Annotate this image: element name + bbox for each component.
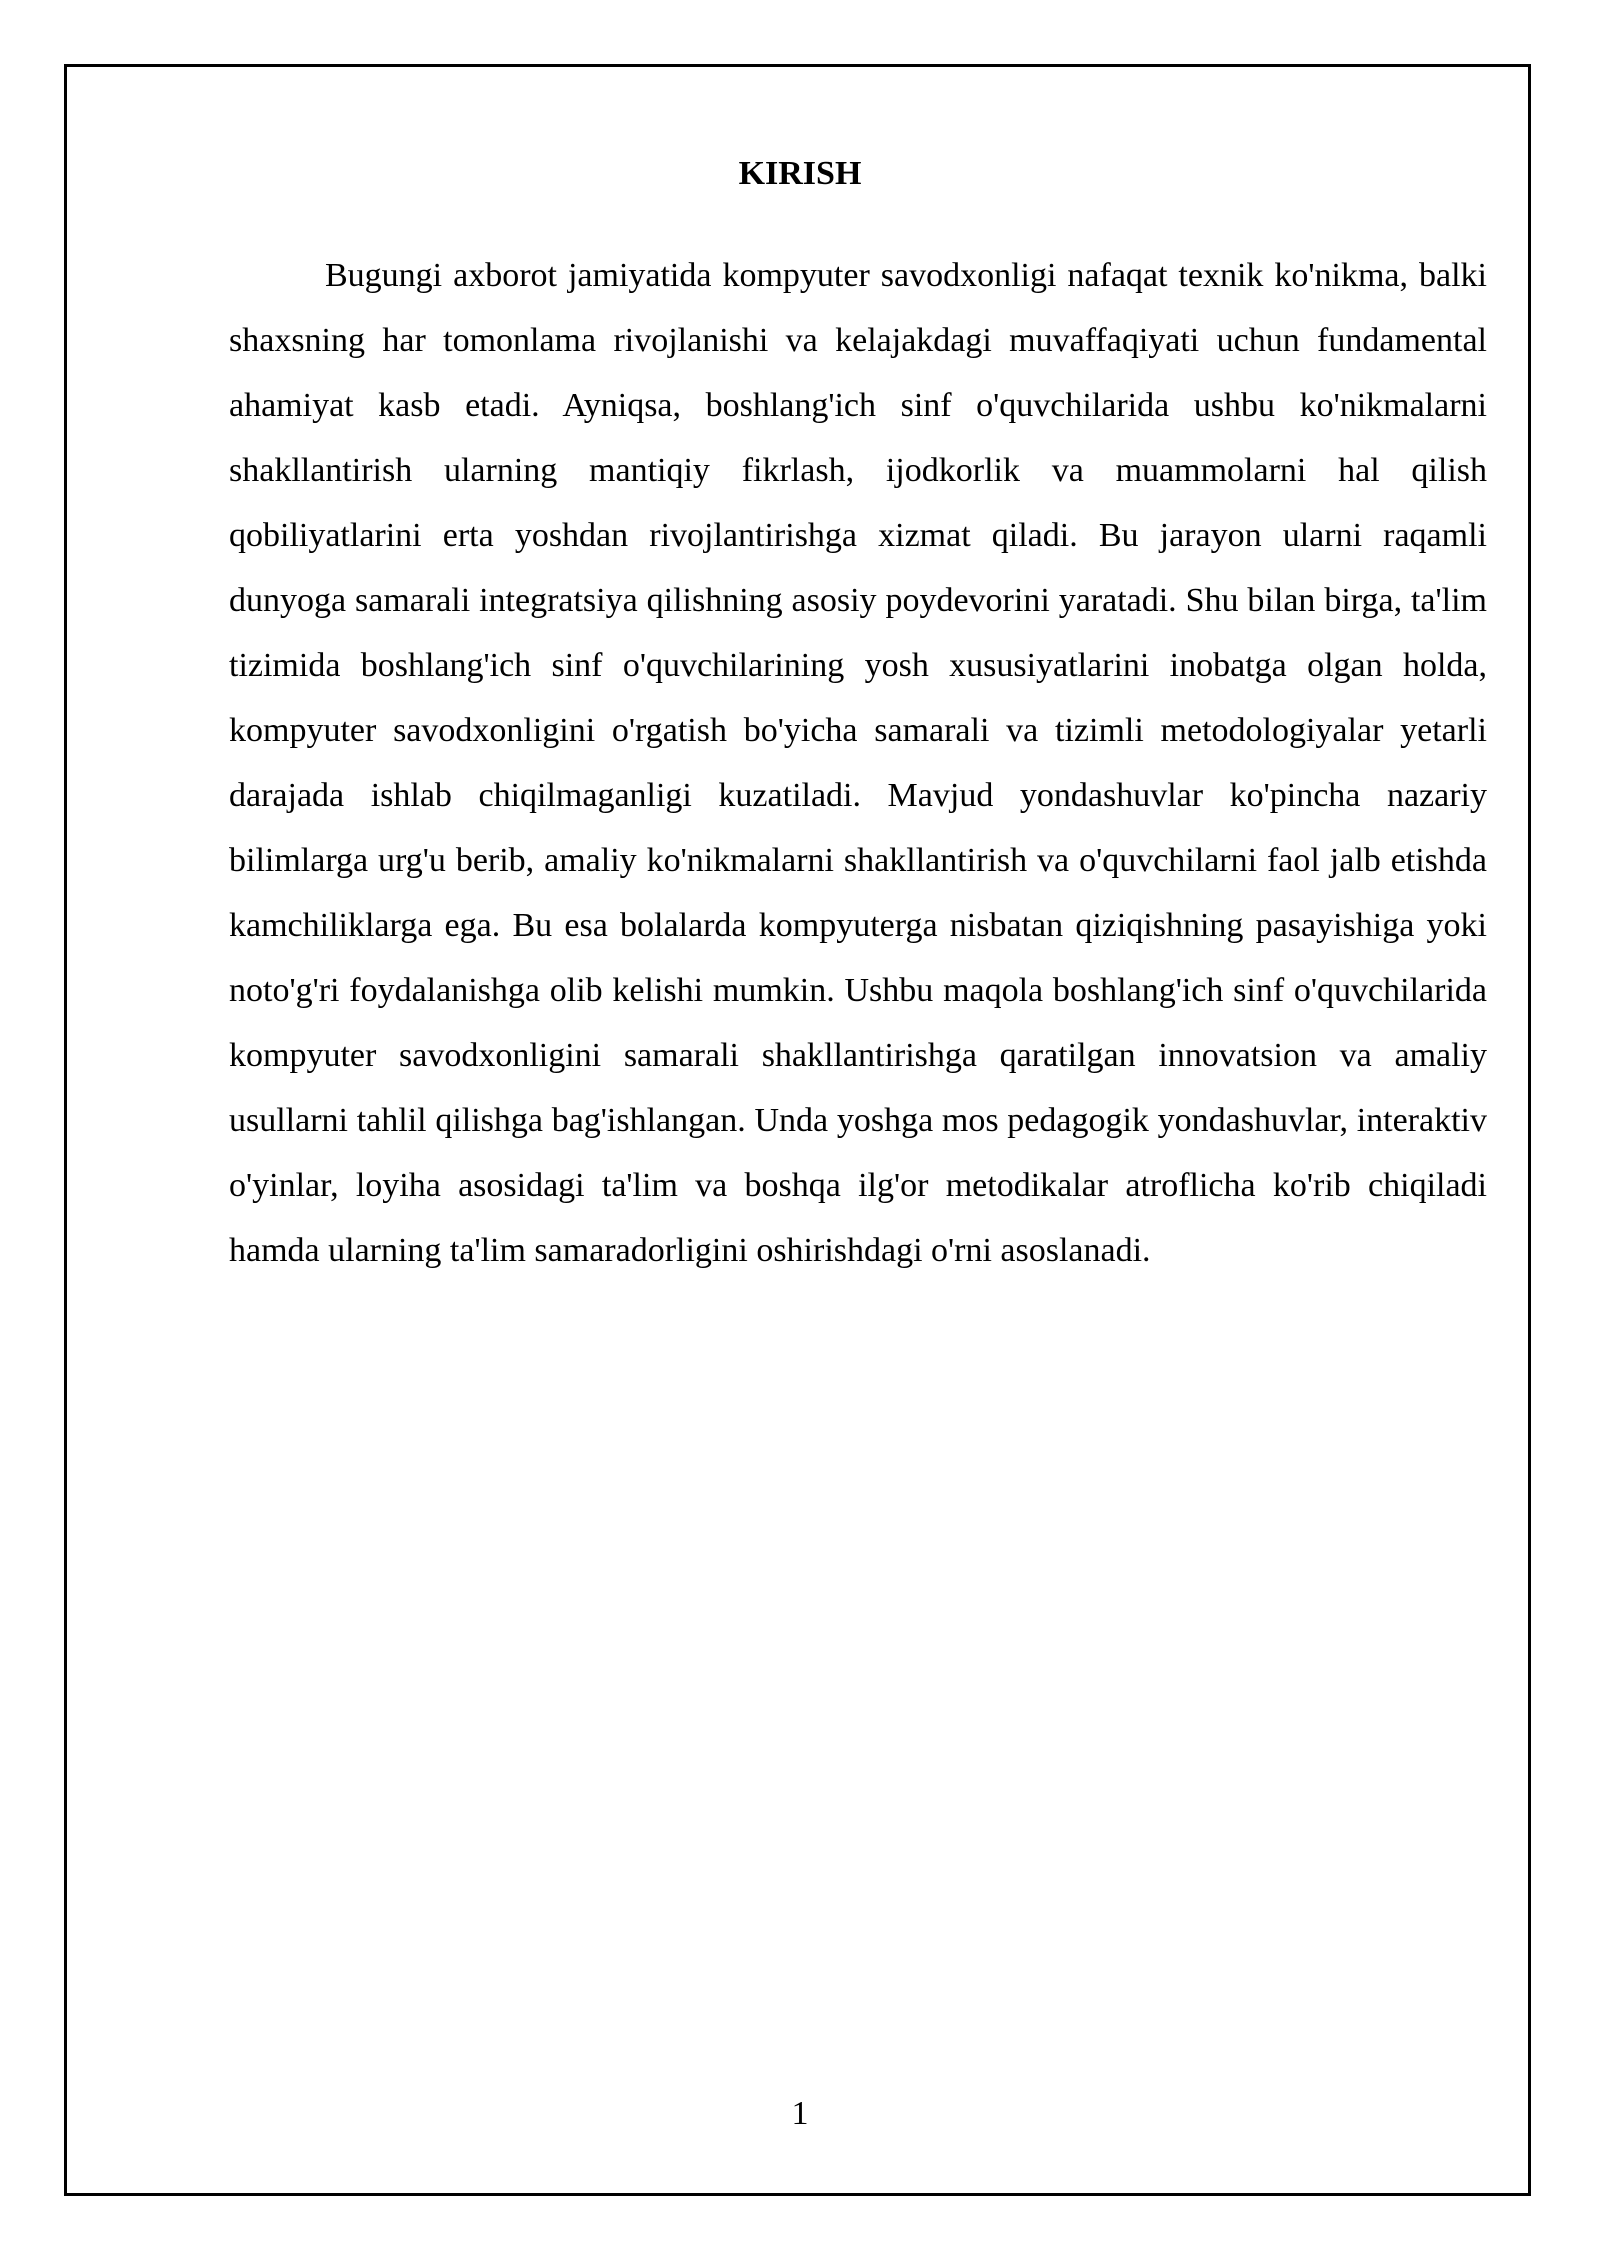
page-title: KIRISH: [738, 155, 862, 192]
body-paragraph: Bugungi axborot jamiyatida kompyuter savodxonligi nafaqat texnik ko'nikma, balki shaxsning har tomonlama rivojlanishi va kelajakdagi muvaffaqiyati uchun fundamental ahamiyat kasb etadi. Ayniqsa, boshlang'ich sinf o'quvchilarida ushbu ko'nikmalarni shakllantirish ularning mantiqiy fikrlash, ijodkorlik va muammolarni hal qilish qobiliyatlarini erta yoshdan rivojlantirishga xizmat qiladi. Bu jarayon ularni raqamli dunyoga samarali integratsiya qilishning asosiy poydevorini yaratadi. Shu bilan birga, ta'lim tizimida boshlang'ich sinf o'quvchilarining yosh xususiyatlarini inobatga olgan holda, kompyuter savodxonligini o'rgatish bo'yicha samarali va tizimli metodologiyalar yetarli darajada ishlab chiqilmaganligi kuzatiladi. Mavjud yondashuvlar ko'pincha nazariy bilimlarga urg'u berib, amaliy ko'nikmalarni shakllantirish va o'quvchilarni faol jalb etishda kamchiliklarga ega. Bu esa bolalarda kompyuterga nisbatan qiziqishning pasayishiga yoki noto'g'ri foydalanishga olib kelishi mumkin. Ushbu maqola boshlang'ich sinf o'quvchilarida kompyuter savodxonligini samarali shakllantirishga qaratilgan innovatsion va amaliy usullarni tahlil qilishga bag'ishlangan. Unda yoshga mos pedagogik yondashuvlar, interaktiv o'yinlar, loyiha asosidagi ta'lim va boshqa ilg'or metodikalar atroflicha ko'rib chiqiladi hamda ularning ta'lim samaradorligini oshirishdagi o'rni asoslanadi.: [229, 257, 1487, 1269]
page-number: 1: [791, 2095, 809, 2132]
